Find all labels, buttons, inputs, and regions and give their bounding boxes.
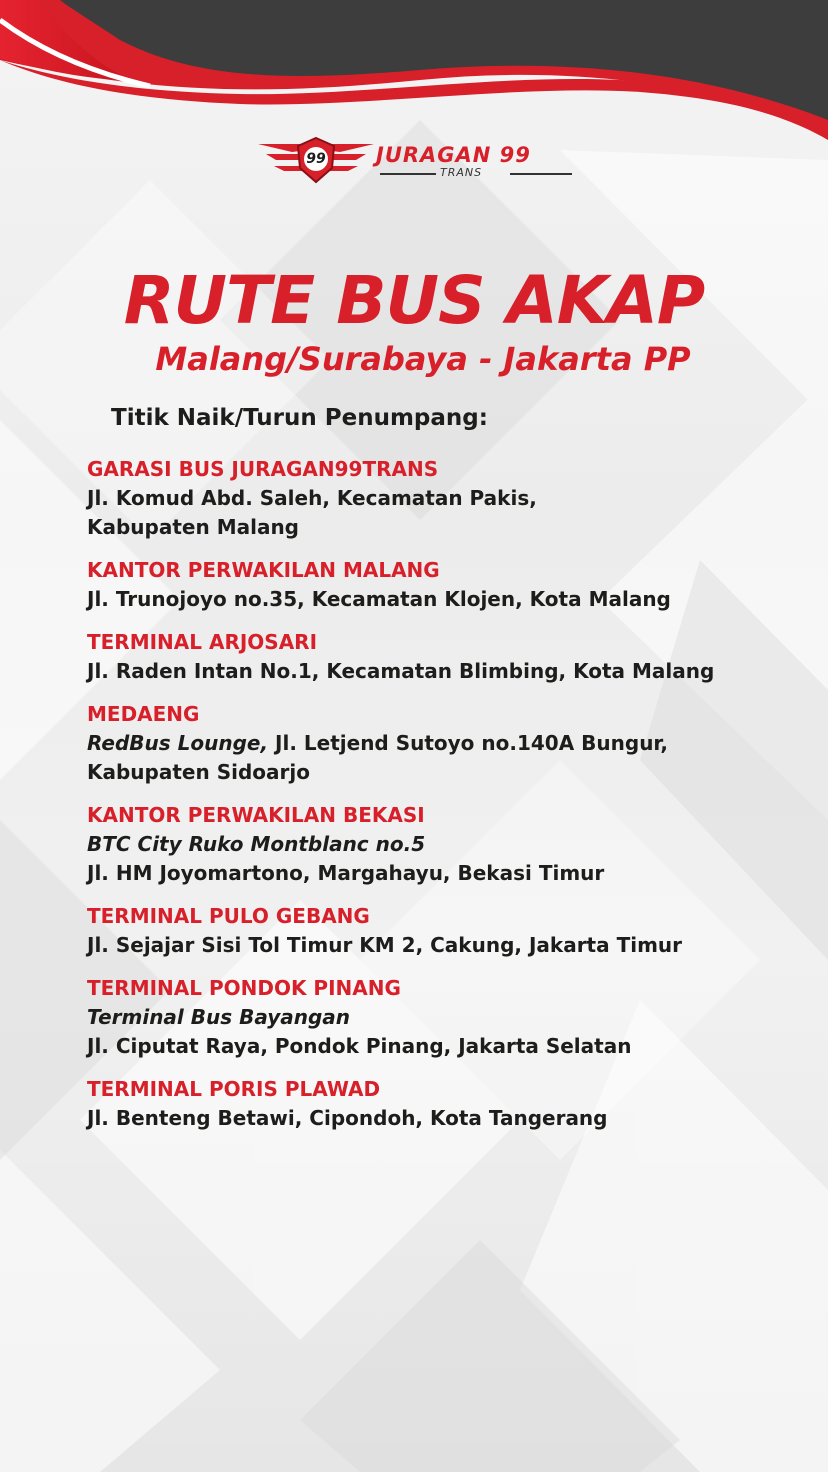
stop-address-line [87, 585, 807, 614]
stop-address-line [87, 1003, 807, 1032]
stop-item [87, 902, 807, 960]
stop-address-line [87, 513, 807, 542]
stop-address-line [87, 729, 807, 758]
brand-divider-right [510, 173, 572, 175]
stop-address-text: Jl. Benteng Betawi, Cipondoh, Kota Tangerang [87, 1106, 608, 1130]
page-subtitle: Malang/Surabaya - Jakarta PP [155, 340, 691, 378]
stop-address-text: Jl. Ciputat Raya, Pondok Pinang, Jakarta Selatan [87, 1034, 632, 1058]
stop-address-text: Kabupaten Malang [87, 515, 299, 539]
stop-address-text: Jl. HM Joyomartono, Margahayu, Bekasi Timur [87, 861, 605, 885]
stop-name: KANTOR PERWAKILAN BEKASI [87, 803, 425, 827]
stop-item [87, 974, 807, 1061]
stop-place-name: Terminal Bus Bayangan [87, 1005, 351, 1029]
page-title: RUTE BUS AKAP [123, 262, 705, 339]
stop-item [87, 700, 807, 787]
stop-name: KANTOR PERWAKILAN MALANG [87, 558, 440, 582]
stop-item [87, 1075, 807, 1133]
stop-address-text: Jl. Komud Abd. Saleh, Kecamatan Pakis, [87, 486, 537, 510]
stop-address-line [87, 484, 807, 513]
brand-badge-number: 99 [306, 151, 326, 167]
brand-name: JURAGAN 99 [376, 143, 531, 167]
stop-name: GARASI BUS JURAGAN99TRANS [87, 457, 439, 481]
stop-address-line [87, 1104, 807, 1133]
stop-name: TERMINAL PONDOK PINANG [87, 976, 401, 1000]
stop-item [87, 801, 807, 888]
stop-list [87, 455, 807, 1147]
brand-divider-left [380, 173, 436, 175]
stop-name: TERMINAL ARJOSARI [87, 630, 318, 654]
stop-address-line [87, 657, 807, 686]
intro-text: Titik Naik/Turun Penumpang: [111, 405, 488, 431]
stop-address-text: Jl. Letjend Sutoyo no.140A Bungur, [268, 731, 668, 755]
stop-address-line [87, 931, 807, 960]
stop-place-name: RedBus Lounge, [87, 731, 269, 755]
stop-item [87, 628, 807, 686]
stop-name: TERMINAL PORIS PLAWAD [87, 1077, 381, 1101]
stop-item [87, 556, 807, 614]
stop-place-name: BTC City Ruko Montblanc no.5 [87, 832, 426, 856]
stop-address-text: Jl. Sejajar Sisi Tol Timur KM 2, Cakung, Jakarta Timur [87, 933, 683, 957]
stop-name: MEDAENG [87, 702, 200, 726]
stop-item [87, 455, 807, 542]
stop-address-line [87, 758, 807, 787]
stop-address-line [87, 830, 807, 859]
brand-sub: TRANS [440, 166, 483, 179]
stop-address-text: Jl. Trunojoyo no.35, Kecamatan Klojen, Kota Malang [87, 587, 671, 611]
stop-address-text: Jl. Raden Intan No.1, Kecamatan Blimbing, Kota Malang [87, 659, 715, 683]
stop-address-line [87, 1032, 807, 1061]
stop-name: TERMINAL PULO GEBANG [87, 904, 370, 928]
stop-address-line [87, 859, 807, 888]
stop-address-text: Kabupaten Sidoarjo [87, 760, 310, 784]
